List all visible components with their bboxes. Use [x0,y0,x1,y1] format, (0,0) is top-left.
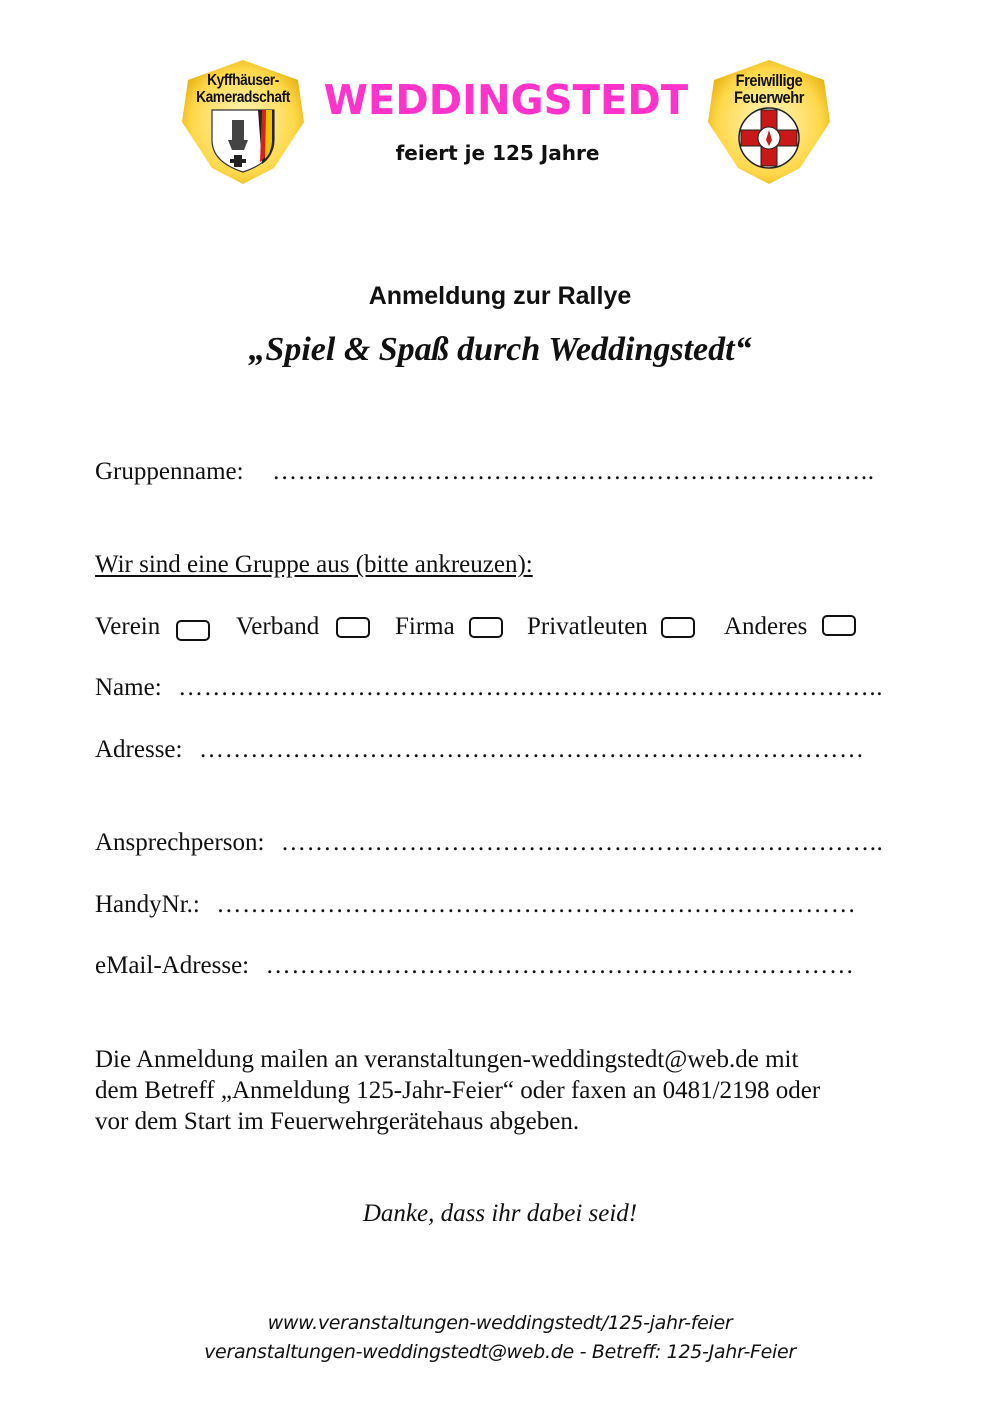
handy-field[interactable] [95,891,856,919]
gruppenname-dotted-line[interactable]: …………………………………………………………….. [272,458,875,485]
checkbox-verein[interactable] [176,620,210,641]
brand-title: WEDDINGSTEDT [323,76,689,124]
name-field[interactable] [95,674,883,702]
instructions-email-link[interactable]: veranstaltungen-weddingstedt@web.de [364,1046,759,1073]
instructions-line-3: vor dem Start im Feuerwehrgerätehaus abgeben. [95,1108,580,1135]
form-title: Anmeldung zur Rallye [368,282,632,310]
checkbox-privatleuten[interactable] [661,617,695,638]
option-anderes[interactable] [724,613,807,641]
option-firma[interactable] [395,613,455,641]
form-subtitle: „Spiel & Spaß durch Weddingstedt“ [248,331,752,368]
option-verein[interactable] [95,613,160,641]
kyffhaeuser-badge-line1: Kyffhäuser- [207,72,279,89]
option-privatleuten-label: Privatleuten [527,613,648,640]
instructions-line-1-start: Die Anmeldung mailen an [95,1046,359,1073]
instructions-line-2: dem Betreff „Anmeldung 125-Jahr-Feier“ oder faxen an 0481/2198 oder [95,1077,821,1104]
ansprechperson-field[interactable] [95,829,883,857]
option-firma-label: Firma [395,613,455,640]
name-label: Name: [95,674,162,701]
ansprechperson-label: Ansprechperson: [95,829,265,856]
handy-dotted-line[interactable]: ………………………………………………………………… [216,891,857,918]
option-anderes-label: Anderes [724,613,808,640]
checkbox-anderes[interactable] [822,615,856,636]
gruppenname-label: Gruppenname: [95,458,244,485]
instructions-line-1 [95,1044,880,1075]
email-label: eMail-Adresse: [95,952,250,979]
email-dotted-line[interactable]: …………………………………………………………… [265,952,855,979]
adresse-dotted-line[interactable]: …………………………………………………………………… [198,736,865,763]
footer-contact[interactable]: veranstaltungen-weddingstedt@web.de - Betreff: 125-Jahr-Feier [204,1341,796,1363]
feuerwehr-badge-logo [708,58,830,186]
checkbox-firma[interactable] [469,617,503,638]
checkbox-verband[interactable] [336,617,370,638]
feuerwehr-badge-line1: Freiwillige [735,71,803,90]
adresse-field[interactable] [95,736,865,764]
brand-tagline: feiert je 125 Jahre [395,141,600,165]
thanks-message: Danke, dass ihr dabei seid! [362,1200,638,1227]
handy-label: HandyNr.: [95,891,200,918]
name-dotted-line[interactable]: ……………………………………………………………………….. [178,674,884,701]
option-privatleuten[interactable] [527,613,648,641]
adresse-label: Adresse: [95,736,183,763]
option-verband-label: Verband [236,613,320,640]
option-verband[interactable] [236,613,319,641]
instructions-line-1-end: mit [765,1046,799,1073]
kyffhaeuser-badge-line2: Kameradschaft [196,89,290,106]
kyffhaeuser-badge-logo [182,58,304,186]
ansprechperson-dotted-line[interactable]: …………………………………………………………….. [280,829,884,856]
group-type-heading: Wir sind eine Gruppe aus (bitte ankreuzen): [95,551,533,578]
gruppenname-field[interactable] [95,458,875,486]
feuerwehr-badge-line2: Feuerwehr [733,88,805,107]
email-field[interactable] [95,952,854,980]
footer-url[interactable]: www.veranstaltungen-weddingstedt/125-jahr-feier [267,1312,733,1334]
option-verein-label: Verein [95,613,161,640]
submission-instructions [95,1044,885,1137]
